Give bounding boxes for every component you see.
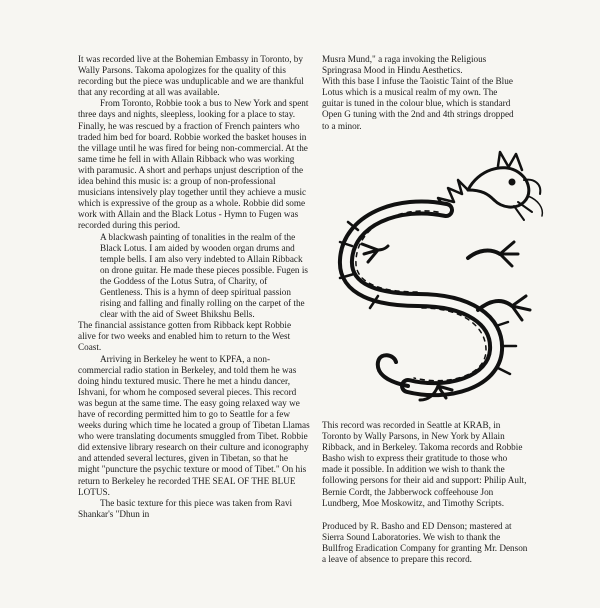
paragraph-production-credits: Produced by R. Basho and ED Denson; mastered at Sierra Sound Laboratories. We wish to thank the Bullfrog Eradication Company for granting Mr. Denson a leave of absence to prepare this record. [322, 520, 528, 565]
right-column-top [322, 54, 518, 132]
paragraph-basic-texture: The basic texture for this piece was taken from Ravi Shankar's "Dhun in [78, 497, 293, 519]
paragraph-berkeley: Arriving in Berkeley he went to KPFA, a non-commercial radio station in Berkeley, and told them he was doing hindu textured music. There he met a hindu dancer, Ishvani, for whom he composed several pieces. This record was begun at the same time. The easy going relaxed way we have of recording permitted him to go to Seattle for a few weeks during which time he located a group of Tibetan Llamas who were translating documents smuggled from Tibet. Robbie did extensive library research on their culture and iconography and attended several lectures, given in Tibetan, so that he might "puncture the psychic texture or mood of Tibet." On his return to Berkeley he recorded THE SEAL OF THE BLUE LOTUS. [78, 353, 310, 497]
dragon-icon [318, 150, 550, 402]
paragraph-recording-locations: This record was recorded in Seattle at KRAB, in Toronto by Wally Parsons, in New York by Allain Ribback, and in Berkeley. Takoma records and Robbie Basho wish to express their gratitude to those who made it possible. In addition we wish to thank the following persons for their aid and support: Philip Ault, Bernie Cordt, the Jabberwock coffeehouse Jon Lundberg, Moe Moskowitz, and Timothy Scripts. [322, 420, 527, 508]
right-column-bottom [322, 420, 528, 565]
paragraph-black-lotus: A blackwash painting of tonalities in the realm of the Black Lotus. I am aided by wooden organ drums and temple bells. I am also very indebted to Allain Ribback on drone guitar. He made these pieces possible. Fugen is the Goddess of the Lotus Sutra, of Charity, of Gentleness. This is a hymn of deep spiritual passion rising and falling and finally rolling on the carpet of the clear with the aid of Sweet Bhikshu Bells. [100, 231, 308, 320]
dragon-illustration [318, 150, 550, 402]
left-column [78, 54, 310, 520]
paragraph-new-york: From Toronto, Robbie took a bus to New York and spent three days and nights, sleepless, looking for a place to stay. Finally, he was rescued by a fraction of French painters who traded him bed for board. Robbie worked the basket houses in the village until he was fired for being non-commercial. At the same time he fell in with Allain Ribback who was working with paramusic. A short and perhaps unjust description of the idea behind this music is: a group of non-professional musicians intensively play together until they achieve a music which is expressive of the group as a whole. Robbie did some work with Allain and the Black Lotus - Hymn to Fugen was recorded during this period. [78, 98, 309, 231]
paragraph-financial-assistance: The financial assistance gotten from Ribback kept Robbie alive for two weeks and enabled him to return to the West Coast. [78, 320, 292, 353]
paragraph-taoistic: With this base I infuse the Taoistic Taint of the Blue Lotus which is a musical realm of my own. The guitar is tuned in the colour blue, which is standard Open G tuning with the 2nd and 4th strings dropped to a minor. [322, 76, 514, 131]
paragraph-raga: Musra Mund," a raga invoking the Religious Springrasa Mood in Hindu Aesthetics. [322, 54, 487, 76]
paragraph-recording-toronto: It was recorded live at the Bohemian Embassy in Toronto, by Wally Parsons. Takoma apologizes for the quality of this recording but the piece was unduplicable and we are thankful that any recording at all was available. [78, 54, 304, 98]
